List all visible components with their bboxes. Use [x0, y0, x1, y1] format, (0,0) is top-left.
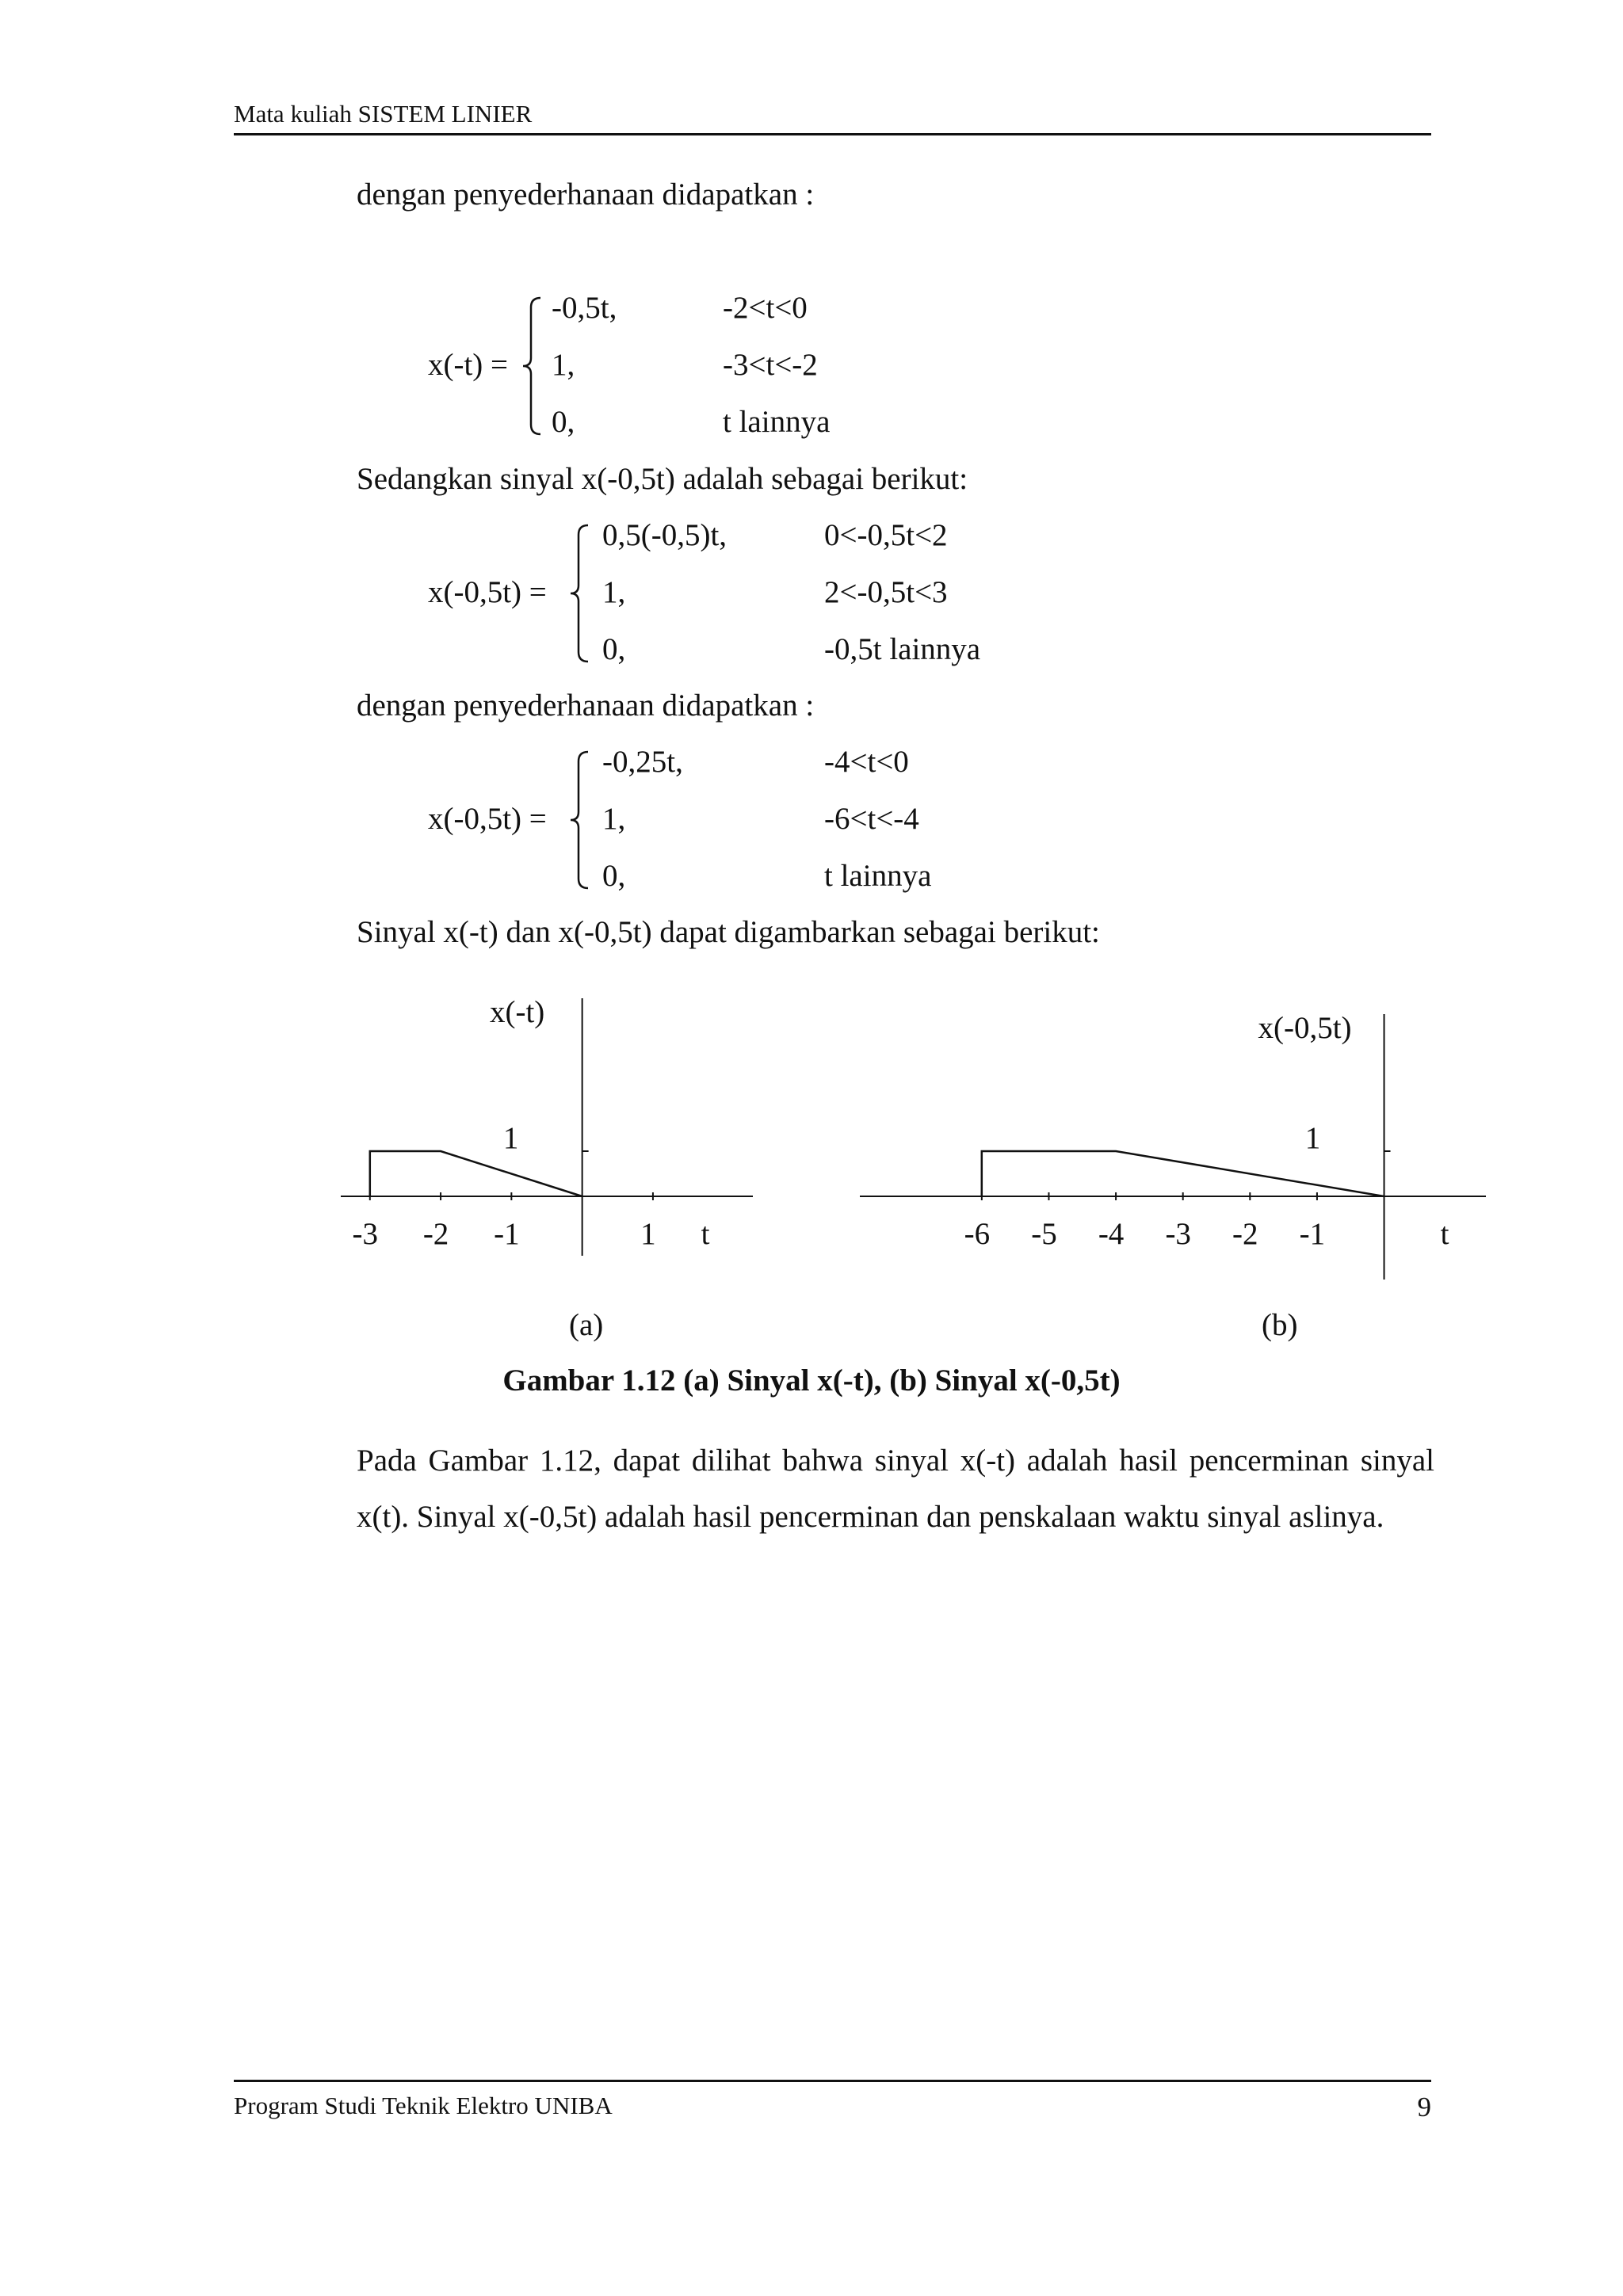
x-tick-label: 1: [640, 1217, 656, 1251]
intro-text: Sedangkan sinyal x(-0,5t) adalah sebagai berikut:: [357, 462, 968, 496]
case-condition: 0<-0,5t<2: [824, 518, 948, 552]
footer-program: Program Studi Teknik Elektro UNIBA: [234, 2092, 613, 2119]
case-expr: 1,: [602, 802, 626, 836]
y-tick-label: 1: [1304, 1121, 1321, 1155]
case-condition: 2<-0,5t<3: [824, 575, 948, 609]
body-paragraph: [357, 1432, 1434, 1545]
case-expr: 0,5(-0,5)t,: [602, 518, 727, 552]
paragraph-text: Pada Gambar 1.12, dapat dilihat bahwa sinyal x(-t) adalah hasil pencerminan sinyal x(t). Sinyal x(-0,5t) adalah hasil pencerminan dan penskalaan waktu sinyal aslinya.: [357, 1444, 1434, 1534]
case-expr: 0,: [602, 632, 626, 666]
signal-line: [370, 1151, 582, 1196]
intro-text: dengan penyederhanaan didapatkan :: [357, 688, 815, 723]
case-expr: 1,: [552, 348, 575, 382]
case-expr: 0,: [552, 405, 575, 439]
case-condition: t lainnya: [824, 859, 932, 893]
x-tick-label: -5: [1031, 1217, 1057, 1251]
x-tick-label: -4: [1098, 1217, 1125, 1251]
case-expr: -0,25t,: [602, 745, 683, 779]
page-number: 9: [1417, 2092, 1431, 2122]
chart-x-neg-t: [341, 982, 753, 1299]
y-tick-label: 1: [502, 1121, 519, 1155]
running-header: Mata kuliah SISTEM LINIER: [234, 100, 533, 128]
case-condition: -2<t<0: [723, 291, 808, 325]
panel-label-b: (b): [1262, 1308, 1298, 1342]
x-tick-label: -2: [1232, 1217, 1258, 1251]
x-tick-label: -2: [422, 1217, 449, 1251]
case-condition: -4<t<0: [824, 745, 909, 779]
case-expr: 0,: [602, 859, 626, 893]
x-tick-label: -3: [1165, 1217, 1191, 1251]
x-tick-label: -1: [494, 1217, 520, 1251]
x-tick-label: -1: [1299, 1217, 1326, 1251]
left-brace: [569, 522, 596, 665]
case-condition: -3<t<-2: [723, 348, 818, 382]
panel-label-a: (a): [569, 1308, 604, 1342]
equation-lhs: x(-t) =: [428, 348, 509, 382]
header-rule: [234, 133, 1431, 135]
y-axis-label: x(-t): [489, 995, 545, 1029]
intro-text: dengan penyederhanaan didapatkan :: [357, 177, 815, 212]
equation-lhs: x(-0,5t) =: [428, 575, 547, 609]
x-axis-label: t: [1440, 1217, 1449, 1251]
chart-x-neg-half-t: [860, 982, 1486, 1299]
signal-line: [982, 1151, 1384, 1196]
case-condition: -6<t<-4: [824, 802, 919, 836]
x-tick-label: -6: [964, 1217, 991, 1251]
y-axis-label: x(-0,5t): [1258, 1011, 1352, 1045]
left-brace: [521, 295, 548, 437]
figure-caption: Gambar 1.12 (a) Sinyal x(-t), (b) Sinyal x(-0,5t): [502, 1363, 1121, 1398]
footer-rule: [234, 2080, 1431, 2082]
x-tick-label: -3: [352, 1217, 379, 1251]
intro-text: Sinyal x(-t) dan x(-0,5t) dapat digambarkan sebagai berikut:: [357, 915, 1100, 949]
case-expr: -0,5t,: [552, 291, 617, 325]
equation-lhs: x(-0,5t) =: [428, 802, 547, 836]
case-condition: -0,5t lainnya: [824, 632, 981, 666]
case-expr: 1,: [602, 575, 626, 609]
left-brace: [569, 749, 596, 891]
x-axis-label: t: [701, 1217, 710, 1251]
case-condition: t lainnya: [723, 405, 831, 439]
